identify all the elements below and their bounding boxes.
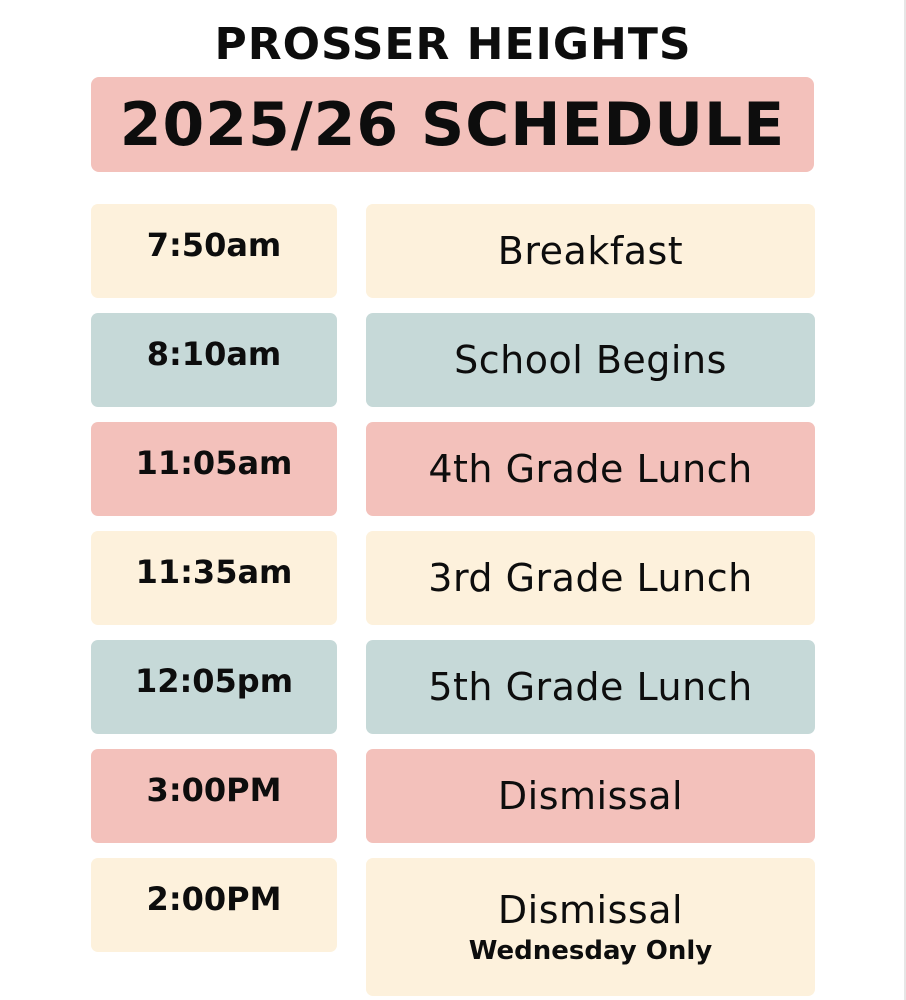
time-box-wednesday-dismissal [91,858,337,952]
event-box-3rd-grade-lunch [366,531,815,625]
event-box-4th-grade-lunch [366,422,815,516]
event-box-dismissal [366,749,815,843]
time-label: 7:50am [146,226,282,264]
time-label: 3:00PM [146,771,282,809]
event-label: Breakfast [497,229,684,273]
event-box-wednesday-dismissal [366,858,815,996]
time-label: 11:35am [135,553,293,591]
time-box-dismissal [91,749,337,843]
time-box-breakfast [91,204,337,298]
event-label: 3rd Grade Lunch [428,556,753,600]
school-name: PROSSER HEIGHTS [214,19,692,70]
event-label: School Begins [454,338,727,382]
time-box-school-begins [91,313,337,407]
event-box-breakfast [366,204,815,298]
event-label: Dismissal [497,888,684,932]
time-label: 2:00PM [146,880,282,918]
time-label: 8:10am [146,335,282,373]
time-label: 12:05pm [134,662,294,700]
event-label: Dismissal [497,774,684,818]
time-box-3rd-grade-lunch [91,531,337,625]
event-label: 4th Grade Lunch [428,447,753,491]
event-note: Wednesday Only [468,936,713,966]
event-box-5th-grade-lunch [366,640,815,734]
schedule-title-banner [91,77,814,172]
time-label: 11:05am [135,444,293,482]
event-label: 5th Grade Lunch [428,665,753,709]
time-box-4th-grade-lunch [91,422,337,516]
schedule-title: 2025/26 SCHEDULE [119,89,786,160]
time-box-5th-grade-lunch [91,640,337,734]
event-box-school-begins [366,313,815,407]
